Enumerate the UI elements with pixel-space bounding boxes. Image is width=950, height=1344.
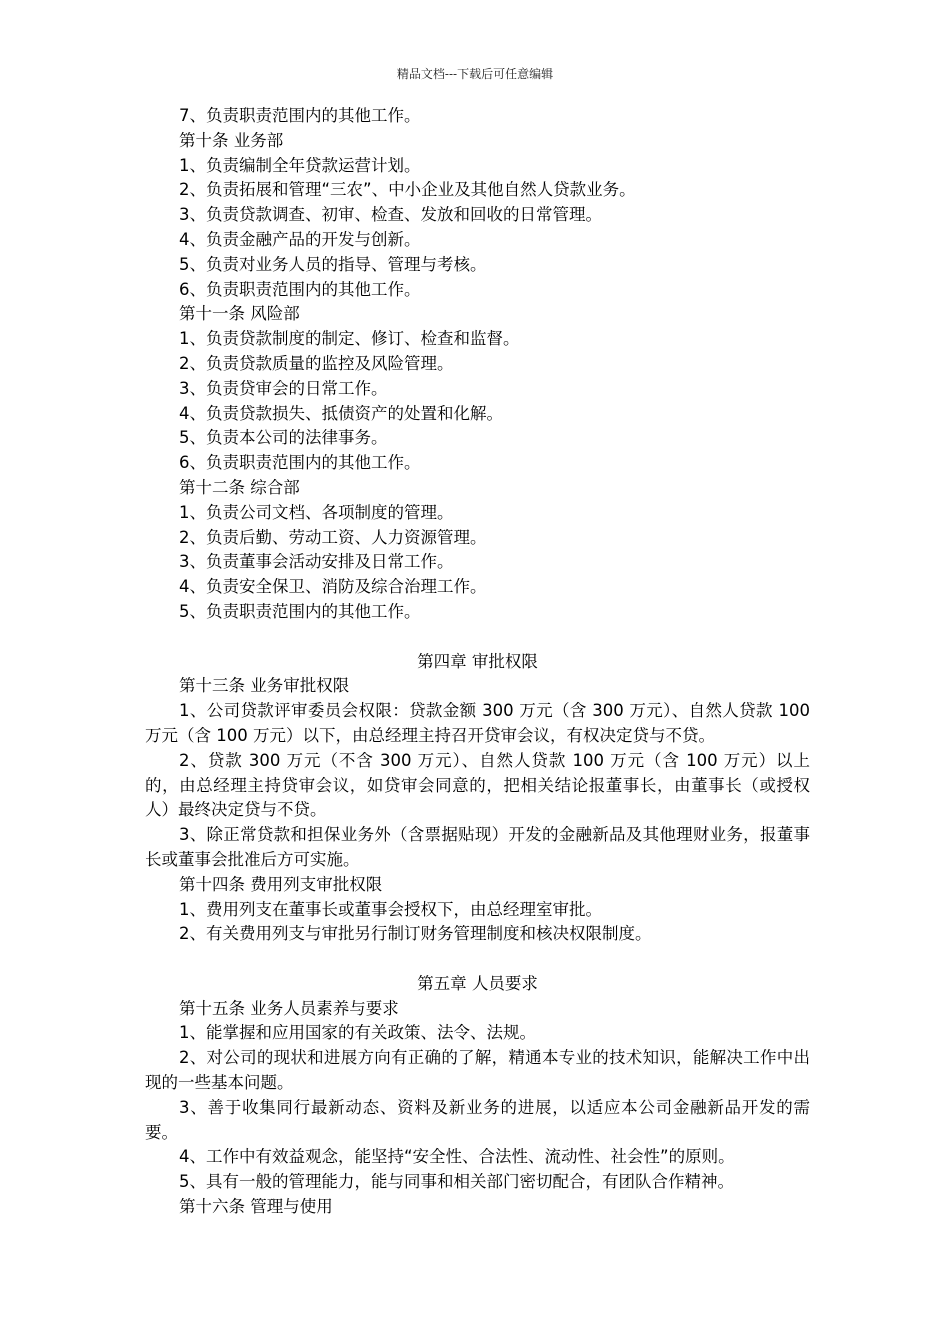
list-item: 1、能掌握和应用国家的有关政策、法令、法规。	[179, 1023, 536, 1043]
list-item: 6、负责职责范围内的其他工作。	[179, 453, 421, 473]
list-item: 2、负责贷款质量的监控及风险管理。	[179, 353, 454, 373]
list-item: 4、负责安全保卫、消防及综合治理工作。	[179, 577, 487, 597]
document-body	[145, 104, 810, 1220]
list-item: 6、负责职责范围内的其他工作。	[179, 279, 421, 299]
list-item: 3、负责贷审会的日常工作。	[179, 378, 388, 398]
article-title: 第十一条 风险部	[179, 304, 300, 324]
paragraph: 4、工作中有效益观念，能坚持“安全性、合法性、流动性、社会性”的原则。	[179, 1147, 735, 1167]
list-item: 7、负责职责范围内的其他工作。	[179, 106, 421, 125]
list-item: 2、有关费用列支与审批另行制订财务管理制度和核决权限制度。	[179, 924, 652, 944]
paragraph: 2、对公司的现状和进展方向有正确的了解，精通本专业的技术知识，能解决工作中出现的一些基本问题。	[145, 1048, 810, 1093]
chapter-heading: 第四章 审批权限	[417, 651, 538, 671]
article-title: 第十三条 业务审批权限	[179, 676, 350, 696]
paragraph: 2、贷款 300 万元（不含 300 万元）、自然人贷款 100 万元（含 100 万元）以上的，由总经理主持贷审会议，如贷审会同意的，把相关结论报董事长，由董事长（或授权人）最终决定贷与不贷。	[145, 750, 810, 820]
list-item: 1、负责公司文档、各项制度的管理。	[179, 502, 454, 522]
list-item: 5、负责对业务人员的指导、管理与考核。	[179, 254, 487, 274]
list-item: 3、负责董事会活动安排及日常工作。	[179, 552, 454, 572]
chapter-heading: 第五章 人员要求	[417, 973, 538, 993]
paragraph: 3、除正常贷款和担保业务外（含票据贴现）开发的金融新品及其他理财业务，报董事长或董事会批准后方可实施。	[145, 825, 810, 869]
list-item: 5、负责职责范围内的其他工作。	[179, 601, 421, 621]
list-item: 2、负责后勤、劳动工资、人力资源管理。	[179, 527, 487, 547]
article-title: 第十条 业务部	[179, 130, 284, 150]
list-item: 1、费用列支在董事长或董事会授权下，由总经理室审批。	[179, 899, 602, 919]
list-item: 1、负责编制全年贷款运营计划。	[179, 155, 421, 175]
paragraph: 1、公司贷款评审委员会权限：贷款金额 300 万元（含 300 万元）、自然人贷款 100 万元（含 100 万元）以下，由总经理主持召开贷审会议，有权决定贷与不贷。	[145, 701, 810, 745]
paragraph: 3、善于收集同行最新动态、资料及新业务的进展，以适应本公司金融新品开发的需要。	[145, 1097, 810, 1142]
list-item: 4、负责金融产品的开发与创新。	[179, 229, 421, 249]
list-item: 1、负责贷款制度的制定、修订、检查和监督。	[179, 329, 520, 349]
article-title: 第十二条 综合部	[179, 477, 300, 497]
article-title: 第十五条 业务人员素养与要求	[179, 998, 399, 1018]
page-header: 精品文档---下载后可任意编辑	[396, 67, 554, 81]
list-item: 4、负责贷款损失、抵债资产的处置和化解。	[179, 403, 503, 423]
list-item: 5、具有一般的管理能力，能与同事和相关部门密切配合，有团队合作精神。	[179, 1172, 734, 1192]
list-item: 3、负责贷款调查、初审、检查、发放和回收的日常管理。	[179, 205, 602, 225]
article-title: 第十六条 管理与使用	[179, 1197, 333, 1217]
list-item: 2、负责拓展和管理“三农”、中小企业及其他自然人贷款业务。	[179, 180, 636, 200]
article-title: 第十四条 费用列支审批权限	[179, 874, 383, 894]
list-item: 5、负责本公司的法律事务。	[179, 428, 388, 448]
